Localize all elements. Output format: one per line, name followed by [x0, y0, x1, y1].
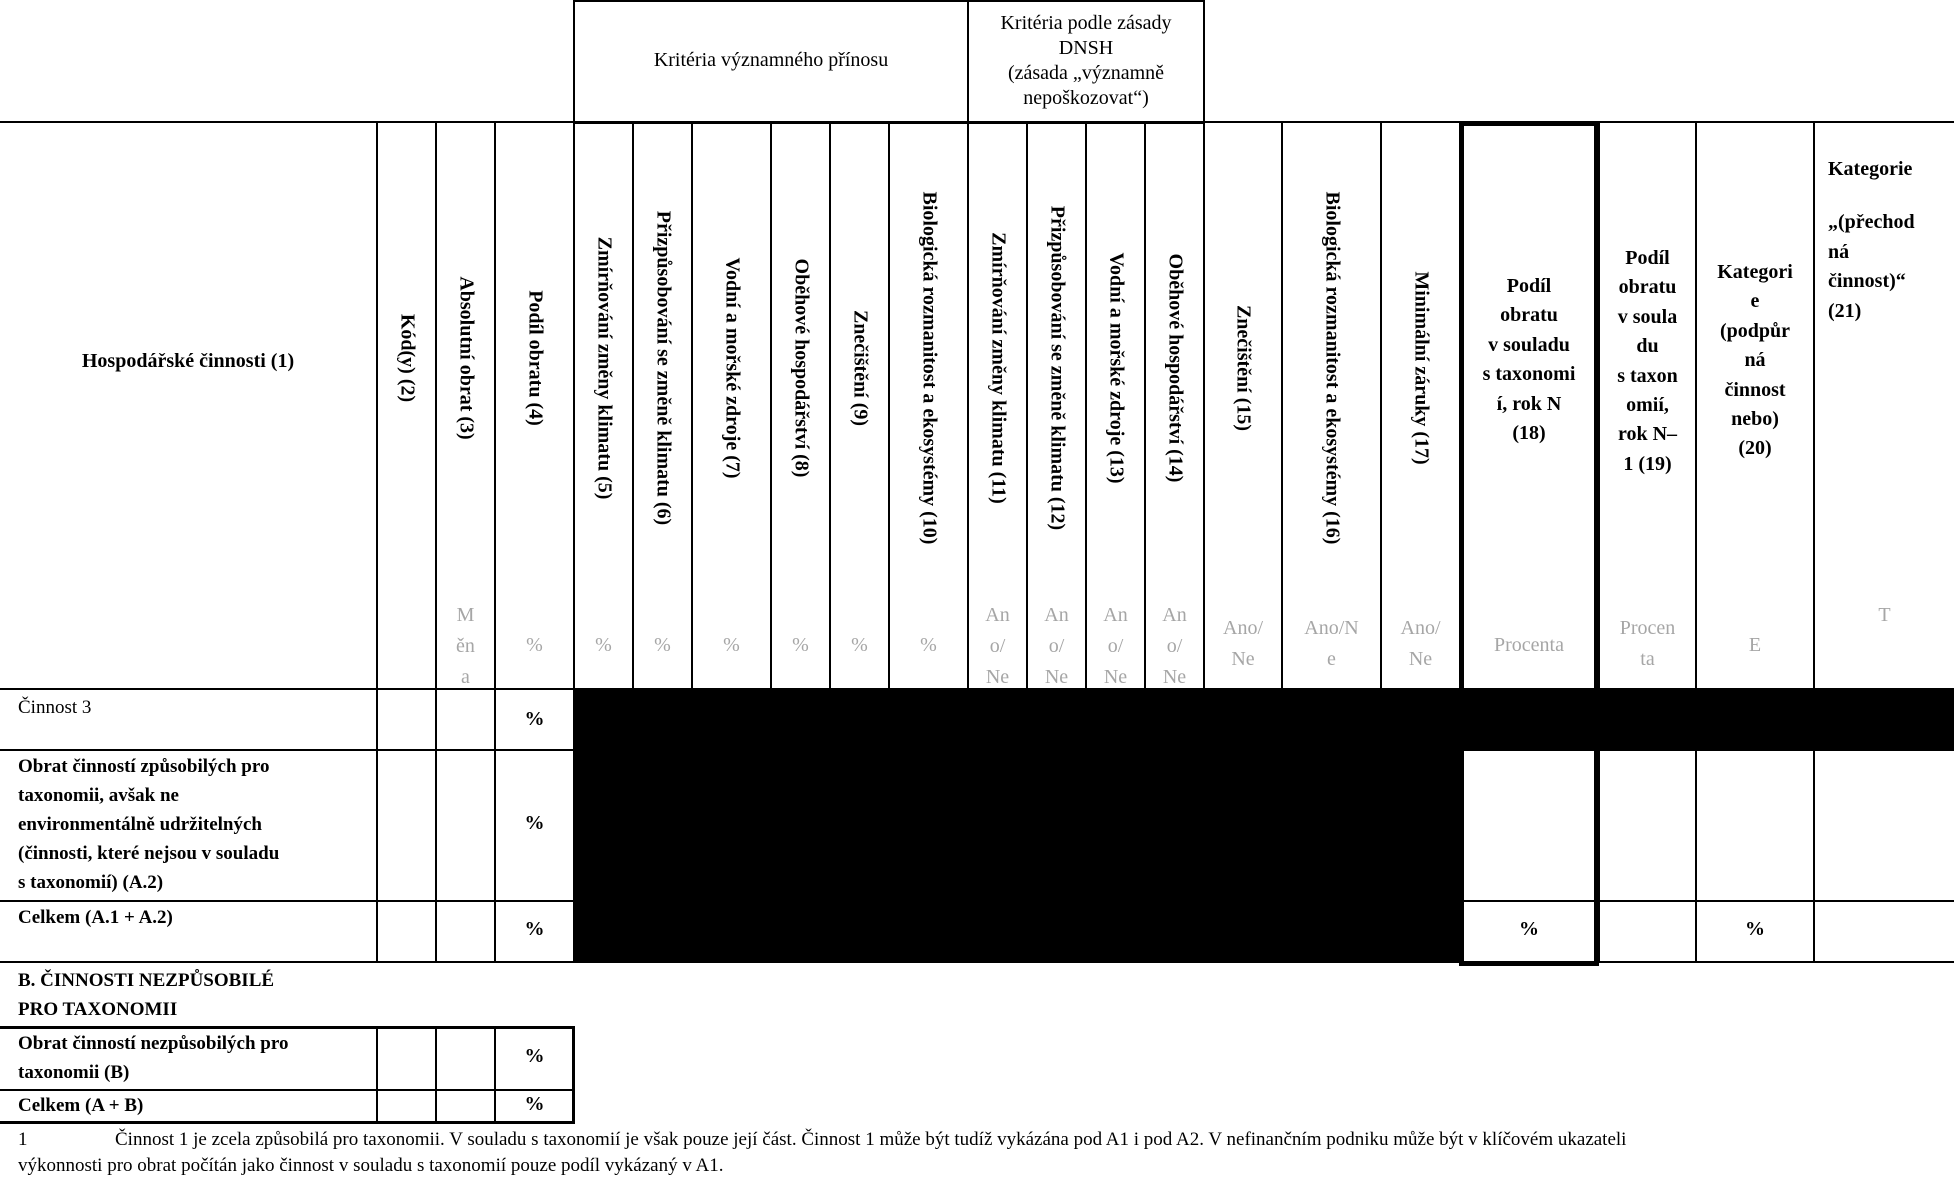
row-total-a-share: %	[524, 918, 545, 940]
unit-dnsh-12: An o/ Ne	[1044, 604, 1069, 688]
col-header-sc-biodiversity: Biologická rozmanitost a ekosystémy (10)	[918, 191, 940, 545]
footnote-text-line-1: Činnost 1 je zcela způsobilá pro taxonomii. V souladu s taxonomií je však pouze její část. Činnost 1 může být tudíž vykázána pod A1 i pod A2. V nefinančním podniku může být v klíčovém ukazateli	[115, 1129, 1627, 1150]
unit-currency: M ěn a	[456, 604, 475, 688]
col-header-activities: Hospodářské činnosti (1)	[81, 350, 295, 372]
col-header-sc-circular: Oběhové hospodářství (8)	[790, 258, 812, 478]
unit-dnsh-14: An o/ Ne	[1162, 604, 1187, 688]
col-header-sc-pollution: Znečištění (9)	[849, 310, 871, 427]
row-activity-3-share: %	[524, 708, 545, 730]
black-fill-row-a2	[573, 749, 1459, 902]
row-b-share: %	[524, 1045, 545, 1067]
unit-sc-10: %	[920, 634, 937, 656]
col-header-dnsh-biodiversity: Biologická rozmanitost a ekosystémy (16)	[1321, 191, 1343, 545]
row-label-total: Celkem (A + B)	[18, 1095, 144, 1116]
col-line-20	[1695, 121, 1697, 963]
unit-dnsh-13: An o/ Ne	[1103, 604, 1128, 688]
section-b-col-line-3	[435, 1026, 437, 1124]
unit-minimum-safeguards: Ano/ Ne	[1400, 617, 1441, 670]
footnote-number: 1	[18, 1129, 28, 1150]
unit-dnsh-16: Ano/N e	[1304, 617, 1359, 670]
row-a2-share: %	[524, 812, 545, 834]
col-header-dnsh-pollution: Znečištění (15)	[1232, 305, 1255, 432]
col-header-minimum-safeguards: Minimální záruky (17)	[1410, 271, 1432, 465]
group-header-significant-contribution-label: Kritéria významného přínosu	[653, 48, 889, 71]
row-label-a2: Obrat činností způsobilých pro taxonomii, avšak ne environmentálně udržitelných (činnosti, které nejsou v souladu s taxonomií) (A.2)	[18, 756, 280, 894]
row-total-a-enabling: %	[1745, 918, 1765, 940]
col-header-absolute-turnover: Absolutní obrat (3)	[455, 276, 477, 440]
black-fill-row-activity3	[573, 688, 1954, 751]
unit-aligned-share-n: Procenta	[1494, 634, 1564, 656]
black-fill-row-total-a	[573, 900, 1459, 963]
col-header-turnover-share: Podíl obratu (4)	[524, 290, 546, 426]
group-header-dnsh-label: Kritéria podle zásady DNSH (zásada „významně nepoškozovat“)	[1000, 12, 1172, 109]
col-header-aligned-share-n: Podíl obratu v souladu s taxonomi í, rok N (18)	[1482, 275, 1576, 444]
col-line-21	[1813, 121, 1815, 963]
row-total-a-aligned-n: %	[1519, 918, 1539, 940]
col-header-sc-water: Vodní a mořské zdroje (7)	[721, 257, 743, 479]
col-header-sc-climate-mitigation: Zmírňování změny klimatu (5)	[593, 236, 615, 500]
row-total-share: %	[524, 1093, 545, 1115]
col-header-category-transitional: Kategorie „(přechod ná činnost)“ (21)	[1828, 158, 1915, 322]
unit-sc-9: %	[851, 634, 868, 656]
unit-transitional: T	[1878, 604, 1891, 626]
unit-share: %	[526, 634, 543, 656]
col-header-codes: Kód(y) (2)	[396, 313, 418, 403]
col-header-dnsh-climate-adaptation: Přizpůsobování se změně klimatu (12)	[1046, 205, 1068, 531]
unit-aligned-share-n-1: Procen ta	[1619, 617, 1676, 670]
col-18-highlight	[1459, 121, 1599, 966]
col-header-dnsh-water: Vodní a mořské zdroje (13)	[1105, 252, 1127, 484]
unit-sc-6: %	[654, 634, 671, 656]
unit-sc-5: %	[595, 634, 612, 656]
unit-enabling: E	[1748, 634, 1762, 656]
col-header-category-enabling: Kategori e (podpůr ná činnost nebo) (20)	[1717, 261, 1793, 460]
section-b-col-line-2	[376, 1026, 378, 1124]
footnote-text-line-2: výkonnosti pro obrat počítán jako činnost v souladu s taxonomií pouze podíl vykázaný v A1.	[18, 1155, 724, 1176]
unit-sc-7: %	[723, 634, 740, 656]
row-label-b: Obrat činností nezpůsobilých pro taxonomii (B)	[18, 1033, 289, 1084]
col-header-dnsh-circular: Oběhové hospodářství (14)	[1164, 253, 1186, 483]
col-header-aligned-share-n-1: Podíl obratu v soula du s taxon omií, rok N– 1 (19)	[1617, 247, 1678, 475]
row-label-activity-3: Činnost 3	[18, 697, 92, 718]
section-b-heading: B. ČINNOSTI NEZPŮSOBILÉ PRO TAXONOMII	[18, 970, 275, 1021]
col-header-sc-climate-adaptation: Přizpůsobování se změně klimatu (6)	[652, 210, 674, 526]
col-header-dnsh-climate-mitigation: Zmírňování změny klimatu (11)	[987, 232, 1009, 504]
unit-sc-8: %	[792, 634, 809, 656]
row-label-total-a: Celkem (A.1 + A.2)	[18, 907, 173, 928]
unit-dnsh-15: Ano/ Ne	[1223, 617, 1263, 670]
unit-dnsh-11: An o/ Ne	[985, 604, 1010, 688]
